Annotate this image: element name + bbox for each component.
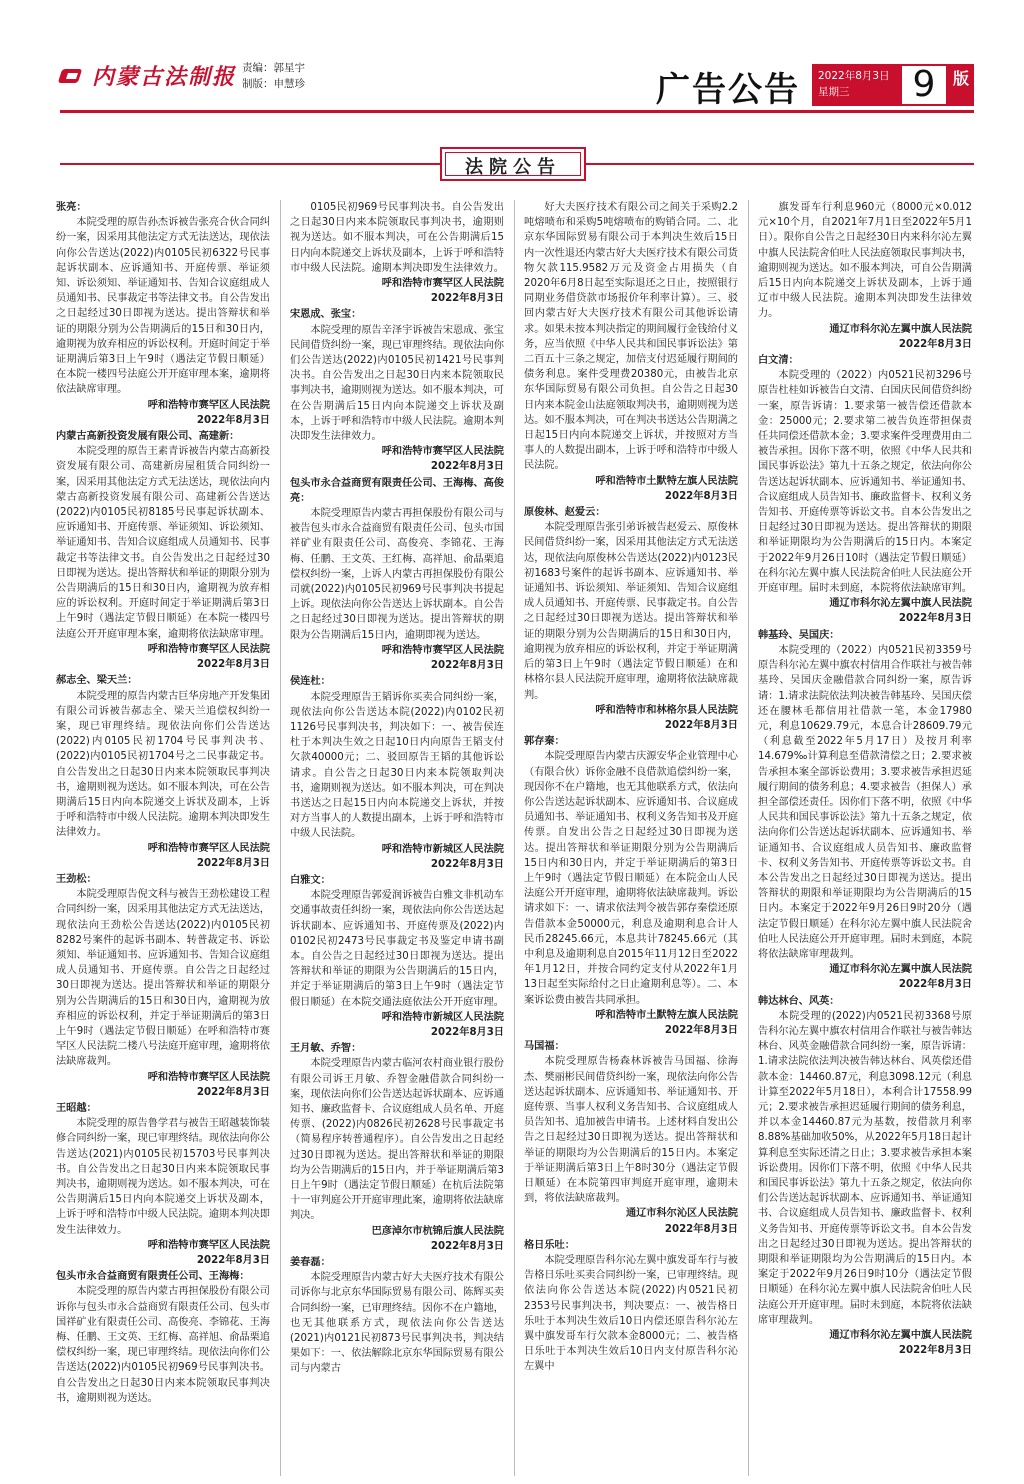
page-unit: 版	[948, 64, 974, 106]
column-2	[290, 200, 504, 1476]
notice-addressee: 包头市永合益商贸有限责任公司、王海梅、高俊亮：	[290, 477, 504, 504]
court-notice	[290, 307, 504, 474]
court-notice	[524, 1039, 738, 1237]
notice-court: 呼和浩特市新城区人民法院	[381, 843, 504, 855]
notice-body: 本院受理原告王韬诉你买卖合同纠纷一案，现依法向你公告送达本院(2022)内0102民初1126号民事判决书，判决如下：一、被告侯连杜于本判决生效之日起10日内向原告王韬支付欠款40000元；二、驳回原告王韬的其他诉讼请求。自公告之日起30日内来本院领取判决书，逾期则视为送达。如不服本判决，可在判决书送达之日起15日内向本院递交上诉状，并按对方当事人的人数提出副本，上诉于呼和浩特市中级人民法院。	[290, 691, 504, 840]
notice-body: 本院受理的原告孙杰诉被告张亮合伙合同纠纷一案，因采用其他法定方式无法送达，现依法向你公告送达(2022)内0105民初6322号民事起诉状副本、应诉通知书、开庭传票、举证须知、诉讼须知、举证通知书、告知合议庭组成人员通知书、民事裁定书等法律文书。自公告发出之日起经过30日即视为送达。提出答辩状和举证的期限分别为公告期满后的15日和30日内，逾期视为放弃相应的诉讼权利。开庭时间定于举证期满后第3日上午9时（遇法定节假日顺延）在本院一楼四号法庭公开开庭审理本案，逾期将依法缺席审理。	[56, 217, 270, 396]
banner-rule-left	[60, 163, 440, 165]
court-notice	[56, 872, 270, 1100]
notice-addressee: 王昭越：	[56, 1102, 97, 1114]
court-notice	[758, 353, 972, 627]
page-number: 9	[900, 64, 948, 106]
court-notice	[290, 873, 504, 1040]
column-4	[758, 200, 972, 1476]
newspaper-logo	[60, 60, 236, 91]
banner	[440, 147, 586, 181]
notice-court: 呼和浩特市新城区人民法院	[381, 1011, 504, 1023]
notice-body: 本院受理原告内蒙古临河农村商业银行股份有限公司诉王月敏、乔智金融借款合同纠纷一案，现依法向你们公告送达起诉状副本、应诉通知书、廉政监督卡、合议庭组成人员名单、开庭传票、(2022)内0826民初2628号民事裁定书（简易程序转普通程序）。自公告发出之日起经过30日即视为送达。提出答辩状和举证的期限均为公告期满后的15日内，并于举证期满后第3日上午9时（遇法定节假日顺延）在杭后法院第十一审判庭公开开庭审理此案，逾期将依法缺席判决。	[290, 1058, 504, 1222]
notice-date: 2022年8月3日	[664, 490, 738, 502]
notice-body: 本院受理原告郭爱润诉被告白雅文非机动车交通事故责任纠纷一案，现依法向你公告送达起诉状副本、应诉通知书、开庭传票及(2022)内0102民初2473号民事裁定书及鉴定申请书副本。自公告之日起经过30日即视为送达。提出答辩状和举证的期限为公告期满后的15日内，并定于举证期满后的第3日上午9时（遇法定节假日顺延）在本院交通法庭依法公开开庭审理。	[290, 890, 504, 1008]
notice-court: 通辽市科尔沁左翼中旗人民法院	[829, 1330, 972, 1342]
notice-body: 本院受理原告内蒙古好大夫医疗技术有限公司诉你与北京东华国际贸易有限公司、陈辉买卖合同纠纷一案，已审理终结。因你不在户籍地，也无其他联系方式，现依法向你公告送达(2021)内0121民初873号民事判决书，判决结果如下：一、依法解除北京东华国际贸易有限公司与内蒙古	[290, 1272, 504, 1375]
notice-body: 本院受理的原告内蒙古再担保股份有限公司诉你与包头市永合益商贸有限责任公司、包头市国祥矿业有限责任公司、高俊亮、李锦花、王海梅、任鹏、王文英、王红梅、高祥旭、俞晶栗追偿权纠纷一案，现已审理终结。现依法向你们公告送达(2022)内0105民初969号民事判决书。自公告发出之日起30日内来本院领取民事判决书，逾期则视为送达。	[56, 1286, 270, 1404]
notice-court: 呼和浩特市赛罕区人民法院	[147, 1239, 270, 1251]
court-notice	[290, 1041, 504, 1254]
notice-court: 通辽市科尔沁左翼中旗人民法院	[829, 323, 972, 335]
notice-court: 呼和浩特市赛罕区人民法院	[381, 644, 504, 656]
court-notice	[524, 200, 738, 504]
notice-addressee: 侯连杜：	[290, 676, 331, 688]
notice-body: 本院受理的(2022)内0521民初3368号原告科尔沁左翼中旗农村信用合作联社与被告韩达林台、风英金融借款合同纠纷一案，原告诉请：1.请求法院依法判决被告韩达林台、风英偿还借款本金：14460.87元，利息3098.12元（利息计算至2022年5月18日），本利合计17558.99元；2.要求被告承担迟延履行期间的债务利息，并以本金14460.87元为基数，按借款月利率8.88%基础加收50%，从2022年5月18日起计算利息至实际还清之日止；3.要求被告承担本案诉讼费用。因你们下落不明，依照《中华人民共和国民事诉讼法》第九十五条之规定，依法向你们公告送达起诉状副本、应诉通知书、举证通知书、合议庭组成人员告知书、廉政监督卡、权利义务告知书、开庭传票等诉讼文书。自本公告发出之日起经过30日即视为送达。提出答辩状的期限和举证期限均为公告期满后的15日内。本案定于2022年9月26日9时10分（遇法定节假日顺延）在科尔沁左翼中旗人民法院舍伯吐人民法庭公开开庭审理。届时未到庭，本院将依法缺席审理裁判。	[758, 1010, 972, 1326]
notice-court: 呼和浩特市赛罕区人民法院	[147, 643, 270, 655]
notice-court: 呼和浩特市土默特左旗人民法院	[595, 475, 738, 487]
notice-body: 好大夫医疗技术有限公司之间关于采购2.2吨熔喷布和采购5吨熔喷布的购销合同。二、北京东华国际贸易有限公司于本判决生效后15日内一次性退还内蒙古好大夫医疗技术有限公司货物欠款115.9582万元及资金占用损失（自2020年6月8日起至实际退还之日止，按照银行同期业务借贷款市场报价年利率计算）。三、驳回内蒙古好大夫医疗技术有限公司其他诉讼请求。如果未按本判决指定的期间履行金钱给付义务，应当依照《中华人民共和国民事诉讼法》第二百五十三条之规定，加倍支付迟延履行期间的债务利息。案件受理费20380元，由被告北京东华国际贸易有限公司负担。自公告之日起30日内来本院金山法庭领取判决书，逾期则视为送达。如不服本判决，可在判决书送达公告期满之日起15日内向本院递交上诉状，并按照对方当事人的人数提出副本，上诉于呼和浩特市中级人民法院。	[524, 202, 738, 472]
notice-addressee: 原俊林、赵爱云：	[524, 507, 606, 519]
court-notice	[56, 200, 270, 428]
editor-line: 责编：郭星宇	[242, 62, 305, 74]
notice-addressee: 韩基玲、吴国庆：	[758, 629, 840, 641]
notice-date: 2022年8月3日	[664, 1223, 738, 1235]
column-1	[56, 200, 270, 1476]
court-notice	[290, 1255, 504, 1377]
court-notice	[524, 734, 738, 1038]
column-divider	[514, 200, 515, 1476]
notice-court: 通辽市科尔沁左翼中旗人民法院	[829, 964, 972, 976]
court-notice	[758, 200, 972, 352]
logo-emblem-icon	[60, 65, 86, 87]
notice-addressee: 内蒙古高新投资发展有限公司、高建新：	[56, 431, 240, 443]
notice-addressee: 姜春磊：	[290, 1257, 331, 1269]
issue-date: 2022年8月3日	[818, 70, 890, 82]
notice-body: 本院受理的（2022）内0521民初3359号原告科尔沁左翼中旗农村信用合作联社与被告韩基玲、吴国庆金融借款合同纠纷一案，原告诉请：1.请求法院依法判决被告韩基玲、吴国庆偿还在腰林毛都信用社借款一笔，本金17980元，利息10629.79元，本息合计28609.79元（利息截至2022年5月17日）及按月利率14.679‰计算利息至借款清偿之日；2.要求被告承担本案全部诉讼费用；3.要求被告承担迟延履行期间的债务利息；4.要求被告（担保人）承担全部偿还责任。因你们下落不明，依照《中华人民共和国民事诉讼法》第九十五条之规定，依法向你们公告送达起诉状副本、应诉通知书、举证通知书、合议庭组成人员告知书、廉政监督卡、权利义务告知书、开庭传票等诉讼文书。自本公告发出之日起经过30日即视为送达。提出答辩状的期限和举证期限均为公告期满后的15日内。本案定于2022年9月26日9时20分（遇法定节假日顺延）在科尔沁左翼中旗人民法院舍伯吐人民法庭公开开庭审理。届时未到庭，本院将依法缺席审理裁判。	[758, 644, 972, 960]
notice-body: 本院受理原告张引弟诉被告赵爱云、原俊林民间借贷纠纷一案，因采用其他法定方式无法送达，现依法向原俊林公告送达(2022)内0123民初1683号案件的起诉书副本、应诉通知书、举证通知书、诉讼须知、举证须知、告知合议庭组成人员通知书、开庭传票、民事裁定书。自公告之日起经过30日即视为送达。提出答辩状和举证的期限分别为公告期满后的15日和30日内，逾期视为放弃相应的诉讼权利，并定于举证期满后的第3日上午9时（遇法定节假日顺延）在和林格尔县人民法院开庭审理，逾期将依法缺席裁判。	[524, 522, 738, 701]
notice-body: 本院受理原告科尔沁左翼中旗发哥车行与被告格日乐吐买卖合同纠纷一案，已审理终结。现依法向你公告送达本院(2022)内0521民初2353号民事判决书，判决要点：一、被告格日乐吐于本判决生效后10日内偿还原告科尔沁左翼中旗发哥车行欠款本金8000元；二、被告格日乐吐于本判决生效后10日内支付原告科尔沁左翼中	[524, 1255, 738, 1373]
notice-body: 本院受理原告内蒙古庆源安华企业管理中心（有限合伙）诉你金融不良借款追偿纠纷一案，现因你不在户籍地，也无其他联系方式，依法向你公告送达起诉状副本、应诉通知书、合议庭成员通知书、举证通知书、权利义务告知书及开庭传票。自发出公告之日起经过30日即视为送达。提出答辩状和举证期限分别为公告期满后15日内和30日内，并定于举证期满后的第3日上午9时（遇法定节假日顺延）在本院金山人民法庭公开开庭审理，逾期将依法缺席裁判。诉讼请求如下：一、请求依法判令被告郭存秦偿还原告借款本金50000元，利息及逾期利息合计人民币28245.66元，本息共计78245.66元（其中利息及逾期利息自2015年11月12日至2022年1月12日，并按合同约定支付从2022年1月13日起至实际给付之日止逾期利息等）。二、本案诉讼费由被告共同承担。	[524, 751, 738, 1006]
notice-addressee: 白雅文：	[290, 874, 331, 886]
notice-date: 2022年8月3日	[898, 979, 972, 991]
notice-body: 本院受理原告内蒙古再担保股份有限公司与被告包头市永合益商贸有限责任公司、包头市国祥矿业有限责任公司、高俊亮、李锦花、王海梅、任鹏、王文英、王红梅、高祥旭、俞晶栗追偿权纠纷一案，上诉人内蒙古再担保股份有限公司就(2022)内0105民初969号民事判决书提起上诉。现依法向你公告送达上诉状副本。自公告之日起经过30日即视为送达。提出答辩状的期限为公告期满后15日内，逾期即视为送达。	[290, 508, 504, 641]
court-notice	[290, 476, 504, 674]
notice-body: 本院受理的（2022）内0521民初3296号原告杜桂如诉被告白文清、白国庆民间借贷纠纷一案，原告诉请：1.要求第一被告偿还借款本金：25000元；2.要求第二被告负连带担保责任共同偿还借款本金；3.要求案件受理费用由二被告承担。因你下落不明，依照《中华人民共和国民事诉讼法》第九十五条之规定，依法向你公告送达起诉状副本、应诉通知书、举证通知书、合议庭组成人员告知书、廉政监督卡、权利义务告知书、开庭传票等诉讼文书。自本公告发出之日起经过30日即视为送达。提出答辩状的期限和举证期限均为公告期满后的15日内。本案定于2022年9月26日10时（遇法定节假日顺延）在科尔沁左翼中旗人民法院舍伯吐人民法庭公开开庭审理。届时未到庭，本院将依法缺席审判。	[758, 370, 972, 595]
notice-date: 2022年8月3日	[898, 338, 972, 350]
notice-date: 2022年8月3日	[664, 1024, 738, 1036]
notice-date: 2022年8月3日	[196, 1255, 270, 1267]
notice-court: 呼和浩特市赛罕区人民法院	[147, 1071, 270, 1083]
court-notice	[524, 1238, 738, 1375]
column-3	[524, 200, 738, 1476]
notice-body: 0105民初969号民事判决书。自公告发出之日起30日内来本院领取民事判决书，逾期则视为送达。如不服本判决，可在公告期满后15日内向本院递交上诉状及副本，上诉于呼和浩特市中级人民法院。逾期本判决即发生法律效力。	[290, 202, 504, 274]
notice-court: 呼和浩特市土默特左旗人民法院	[595, 1009, 738, 1021]
court-notice	[56, 429, 270, 672]
notice-date: 2022年8月3日	[430, 461, 504, 473]
notice-court: 通辽市科尔沁左翼中旗人民法院	[829, 598, 972, 610]
logo-text: 内蒙古法制报	[92, 64, 237, 90]
column-divider	[280, 200, 281, 1476]
notice-addressee: 格日乐吐：	[524, 1239, 575, 1251]
notice-court: 呼和浩特市赛罕区人民法院	[147, 842, 270, 854]
notice-date: 2022年8月3日	[898, 1345, 972, 1357]
notice-date: 2022年8月3日	[430, 660, 504, 672]
editor-credits	[242, 60, 305, 92]
court-notice	[758, 994, 972, 1359]
notice-addressee: 韩达林台、风英：	[758, 995, 840, 1007]
notice-addressee: 张亮：	[56, 202, 87, 213]
notice-court: 巴彦淖尔市杭锦后旗人民法院	[371, 1225, 504, 1237]
notice-date: 2022年8月3日	[430, 293, 504, 305]
court-notice	[56, 673, 270, 871]
notice-body: 本院受理的原告内蒙古巨华房地产开发集团有限公司诉被告郝志全、梁天兰追偿权纠纷一案，现已审理终结。现依法向你们公告送达(2022)内0105民初1704号民事判决书、(2022)内0105民初1704号之二民事裁定书。自公告发出之日起30日内来本院领取民事判决书，逾期则视为送达。如不服本判决，可在公告期满后15日内向本院递交上诉状及副本，上诉于呼和浩特市中级人民法院。逾期本判决即发生法律效力。	[56, 690, 270, 839]
notice-date: 2022年8月3日	[430, 1026, 504, 1038]
notice-body: 旗发哥车行利息960元（8000元×0.012元×10个月，自2021年7月1日至2022年5月1日）。限你自公告之日起经30日内来科尔沁左翼中旗人民法院舍伯吐人民法庭领取民事判决书，逾期则视为送达。如不服本判决，可自公告期满后15日内向本院递交上诉状及副本，上诉于通辽市中级人民法院。逾期本判决即发生法律效力。	[758, 202, 972, 320]
issue-weekday: 星期三	[818, 86, 850, 98]
court-notice	[56, 1269, 270, 1406]
notice-date: 2022年8月3日	[196, 659, 270, 671]
notice-addressee: 包头市永合益商贸有限责任公司、王海梅：	[56, 1271, 250, 1283]
producer-line: 制版：申慧珍	[242, 78, 305, 90]
notice-court: 呼和浩特市赛罕区人民法院	[381, 446, 504, 458]
notice-body: 本院受理的原告辛泽宇诉被告宋恩成、张宝民间借贷纠纷一案，现已审理终结。现依法向你们公告送达(2022)内0105民初1421号民事判决书。自公告发出之日起30日内来本院领取民事判决书，逾期则视为送达。如不服本判决，可在公告期满后15日内向本院递交上诉状及副本，上诉于呼和浩特市中级人民法院。逾期本判决即发生法律效力。	[290, 324, 504, 443]
notice-addressee: 郝志全、梁天兰：	[56, 675, 138, 687]
notice-date: 2022年8月3日	[196, 1086, 270, 1098]
notice-court: 呼和浩特市和林格尔县人民法院	[595, 704, 738, 716]
notice-date: 2022年8月3日	[430, 858, 504, 870]
notice-date: 2022年8月3日	[430, 1240, 504, 1252]
header-rule	[60, 110, 974, 113]
banner-rule-right	[586, 163, 974, 165]
notice-addressee: 郭存秦：	[524, 736, 565, 748]
notice-body: 本院受理的原告鲁学君与被告王昭越装饰装修合同纠纷一案，现已审理终结。现依法向你公告送达(2021)内0105民初15703号民事判决书。自公告发出之日起30日内来本院领取民事判决书，逾期则视为送达。如不服本判决，可在公告期满后15日内向本院递交上诉状及副本，上诉于呼和浩特市中级人民法院。逾期本判决即发生法律效力。	[56, 1118, 270, 1236]
notice-addressee: 宋恩成、张宝：	[290, 309, 362, 321]
notice-date: 2022年8月3日	[196, 857, 270, 869]
court-notice	[56, 1101, 270, 1268]
date-block	[812, 64, 900, 106]
column-divider	[748, 200, 749, 1476]
notice-addressee: 王劲松：	[56, 873, 97, 885]
court-notice	[758, 628, 972, 993]
notice-body: 本院受理原告倪文科与被告王劲松建设工程合同纠纷一案，因采用其他法定方式无法送达，现依法向王劲松公告送达(2022)内0105民初8282号案件的起诉书副本、转普裁定书、诉讼须知、举证通知书、应诉通知书、告知合议庭组成人员通知书、开庭传票。自公告之日起经过30日即视为送达。提出答辩状和举证的期限分别为公告期满后的15日和30日内，逾期视为放弃相应的诉讼权利，并定于举证期满后的第3日上午9时（遇法定节假日顺延）在呼和浩特市赛罕区人民法院二楼八号法庭开庭审理，逾期将依法缺席裁判。	[56, 889, 270, 1068]
page-header	[0, 0, 1024, 118]
court-notice	[290, 674, 504, 872]
notice-addressee: 马国福：	[524, 1041, 565, 1053]
notice-date: 2022年8月3日	[196, 414, 270, 426]
banner-title: 法院公告	[465, 157, 561, 178]
notice-body: 本院受理原告杨森林诉被告马国福、徐海杰、樊丽彬民间借贷纠纷一案，现依法向你公告送达起诉状副本、应诉通知书、举证通知书、开庭传票、当事人权利义务告知书、合议庭组成人员告知书、追加被告申请书。上述材料自发出公告之日起经过30日即视为送达。提出答辩状和举证的期限均为公告期满后的15日内。本案定于举证期满后第3日上午8时30分（遇法定节假日顺延）在本院第四审判庭开庭审理，逾期未到，将依法缺席裁判。	[524, 1056, 738, 1205]
notice-court: 呼和浩特市赛罕区人民法院	[381, 278, 504, 290]
notice-date: 2022年8月3日	[898, 613, 972, 625]
notice-addressee: 王月敏、乔智：	[290, 1043, 362, 1055]
court-notice	[290, 200, 504, 306]
section-title: 广告公告	[656, 70, 800, 110]
court-notice	[524, 505, 738, 733]
notice-court: 通辽市科尔沁区人民法院	[625, 1208, 738, 1220]
notice-addressee: 白文清：	[758, 355, 799, 367]
notice-body: 本院受理的原告王素青诉被告内蒙古高新投资发展有限公司、高建新房屋租赁合同纠纷一案，因采用其他法定方式无法送达，现依法向内蒙古高新投资发展有限公司、高建新公告送达(2022)内0105民初8185号民事起诉状副本、应诉通知书、开庭传票、举证须知、诉讼须知、举证通知书、告知合议庭组成人员通知书、民事裁定书等法律文书。自公告发出之日起经过30日即视为送达。提出答辩状和举证的期限分别为公告期满后的15日和30日内，逾期视为放弃相应的诉讼权利。开庭时间定于举证期满后第3日上午9时（遇法定节假日顺延）在本院一楼四号法庭公开开庭审理本案，逾期将依法缺席审理。	[56, 446, 270, 640]
notice-date: 2022年8月3日	[664, 719, 738, 731]
notice-court: 呼和浩特市赛罕区人民法院	[147, 399, 270, 411]
